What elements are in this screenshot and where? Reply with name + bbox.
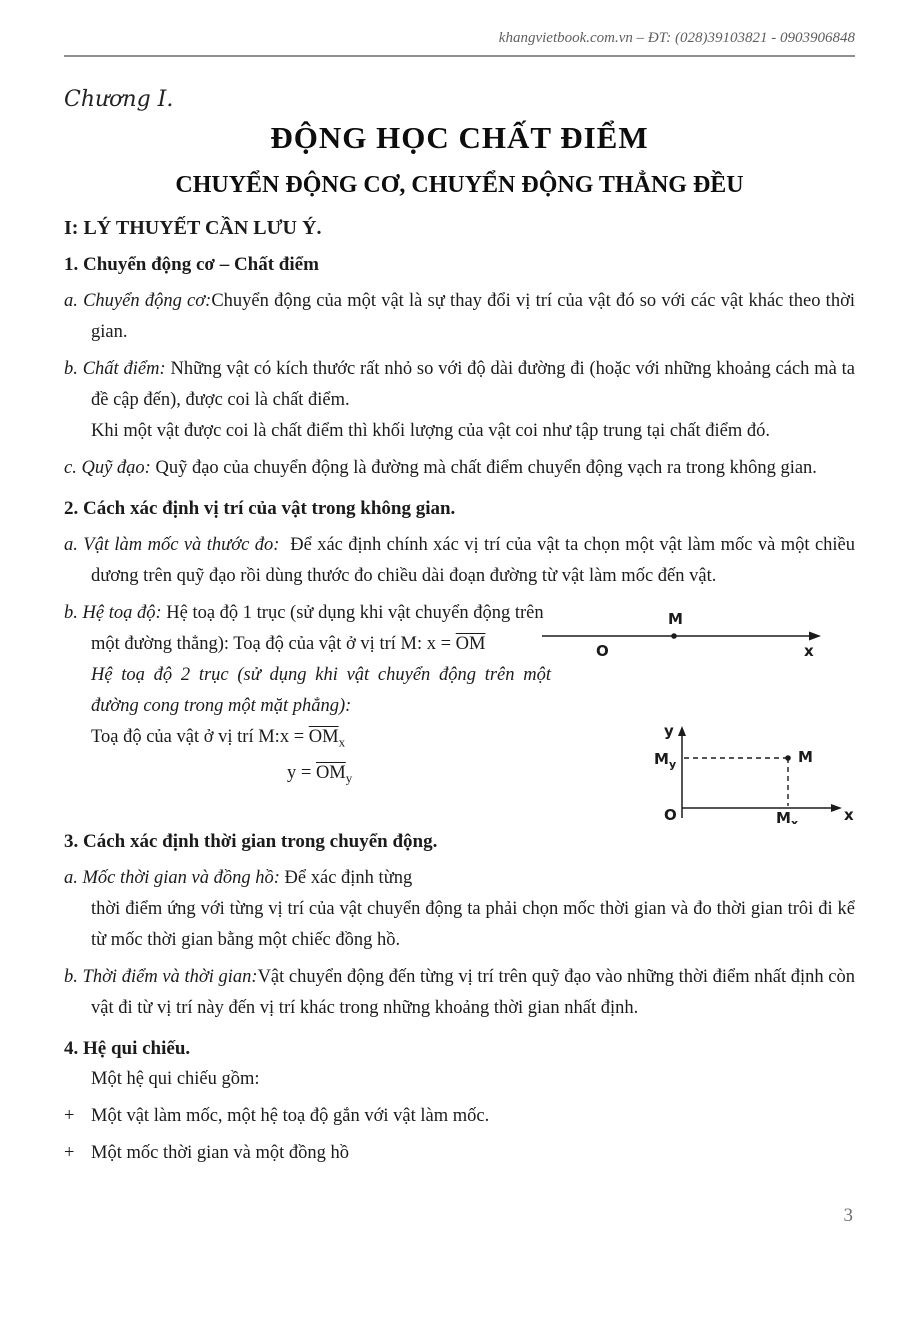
item-2a-label: a. Vật làm mốc và thước đo: <box>64 535 280 555</box>
item-4-plus-2 <box>64 1138 855 1169</box>
item-2b <box>64 598 855 660</box>
page-header <box>64 30 855 57</box>
formula-omy: $\overline{OM}$ <box>315 762 346 783</box>
item-1a-text: Chuyển động của một vật là sự thay đổi vị trí của vật đó so với các vật khác theo thời gian. <box>91 291 855 342</box>
item-2b-text4: $y = \overline{OM}_y$ <box>287 762 353 786</box>
item-1c-label: c. Quỹ đạo: <box>64 458 151 478</box>
item-1a <box>64 286 855 348</box>
x-axis-label: x <box>844 806 854 824</box>
formula-omx-sub: x <box>338 734 346 750</box>
origin-label: O <box>596 642 609 660</box>
item-3a-label: a. Mốc thời gian và đồng hồ: <box>64 868 280 888</box>
item-3a-text1: Để xác định từng <box>284 868 413 888</box>
item-4-text-1: Một vật làm mốc, một hệ toạ độ gắn với vật làm mốc. <box>91 1106 490 1126</box>
mx-label: $M_x$ <box>776 809 799 824</box>
one-axis-diagram <box>538 602 828 664</box>
two-axis-diagram <box>650 722 855 824</box>
point-m-label: M <box>798 748 813 766</box>
item-3b <box>64 962 855 1024</box>
item-2b-coords <box>64 722 855 824</box>
point-m-dot <box>671 633 677 639</box>
header-contact-text: khangvietbook.com.vn – ĐT: (028)39103821 - 0903906848 <box>498 30 855 46</box>
item-1b-label: b. Chất điểm: <box>64 359 166 379</box>
formula-om: $\overline{OM}$ <box>455 634 486 654</box>
item-1c-text: Quỹ đạo của chuyển động là đường mà chất điểm chuyển động vạch ra trong không gian. <box>155 458 817 478</box>
item-3b-text: Vật chuyển động đến từng vị trí trên quỹ đạo vào những thời điểm nhất định còn vật đi từ vị trí này đến vị trí khác trong những khoảng thời gian nhất định. <box>91 967 856 1018</box>
page-subtitle: CHUYỂN ĐỘNG CƠ, CHUYỂN ĐỘNG THẲNG ĐỀU <box>175 172 744 198</box>
plus-bullet: + <box>64 1143 75 1163</box>
item-1b-text: Những vật có kích thước rất nhỏ so với độ dài đường đi (hoặc với những khoảng cách mà ta đề cập đến), được coi là chất điểm. <box>91 359 856 410</box>
point-m-label: M <box>668 610 683 628</box>
body-content <box>64 249 855 1169</box>
item-2b-label: b. Hệ toạ độ: <box>64 603 162 623</box>
y-axis-arrowhead <box>678 726 686 736</box>
item-1b-note: Khi một vật được coi là chất điểm thì khối lượng của vật coi như tập trung tại chất điểm đó. <box>91 421 770 441</box>
item-2a <box>64 530 855 592</box>
formula-omx: $\overline{OM}$ <box>308 727 339 747</box>
figure-two-axis <box>650 722 855 824</box>
point-m-dot <box>785 755 791 761</box>
item-2a-text: Để xác định chính xác vị trí của vật ta chọn một vật làm mốc và một chiều dương trên quỹ đạo rồi dùng thước đo chiều dài đoạn đường từ vật làm mốc đến vật. <box>91 535 856 586</box>
page-number: 3 <box>843 1205 853 1226</box>
origin-label: O <box>664 806 677 824</box>
item-2b-text1: Hệ toạ độ 1 trục (sử dụng khi vật chuyển động trên một đường thẳng): Toạ độ của vật ở vị trí M: x = <box>91 603 544 654</box>
item-3b-label: b. Thời điểm và thời gian: <box>64 967 258 987</box>
item-3a <box>64 863 855 956</box>
plus-bullet: + <box>64 1106 75 1126</box>
page-title: ĐỘNG HỌC CHẤT ĐIỂM <box>270 120 649 155</box>
my-label: $M_y$ <box>654 750 677 771</box>
chapter-label: Chương I. <box>64 87 174 112</box>
section-2-heading: 2. Cách xác định vị trí của vật trong không gian. <box>64 498 456 519</box>
item-4-text-2: Một mốc thời gian và một đồng hồ <box>91 1143 349 1163</box>
item-1a-label: a. Chuyển động cơ: <box>64 291 212 311</box>
x-axis-arrowhead <box>831 804 842 812</box>
x-axis-label: x <box>804 642 814 660</box>
item-2b-text2: Hệ toạ độ 2 trục (sử dụng khi vật chuyển động trên một đường cong trong một mặt phẳng): <box>91 665 551 716</box>
section-1-heading: 1. Chuyển động cơ – Chất điểm <box>64 254 319 275</box>
section-3-heading: 3. Cách xác định thời gian trong chuyển động. <box>64 831 438 852</box>
y-axis-label: y <box>664 722 674 740</box>
theory-heading: I: LÝ THUYẾT CẦN LƯU Ý. <box>64 217 322 239</box>
item-1b <box>64 354 855 416</box>
section-4-heading: 4. Hệ qui chiếu. <box>64 1038 191 1059</box>
formula-omy-sub: y <box>345 770 353 786</box>
item-4-plus-1 <box>64 1101 855 1132</box>
item-4-intro: Một hệ qui chiếu gồm: <box>91 1069 260 1089</box>
item-2b-text3: Toạ độ của vật ở vị trí M:x = <box>91 727 309 747</box>
axis-arrowhead <box>809 632 821 641</box>
figure-one-axis <box>565 602 855 664</box>
item-1c <box>64 453 855 484</box>
item-3a-text2: thời điểm ứng với từng vị trí của vật chuyển động ta phải chọn mốc thời gian và đo thời gian trôi đi kể từ mốc thời gian bằng một chiếc đồng hồ. <box>91 899 855 950</box>
